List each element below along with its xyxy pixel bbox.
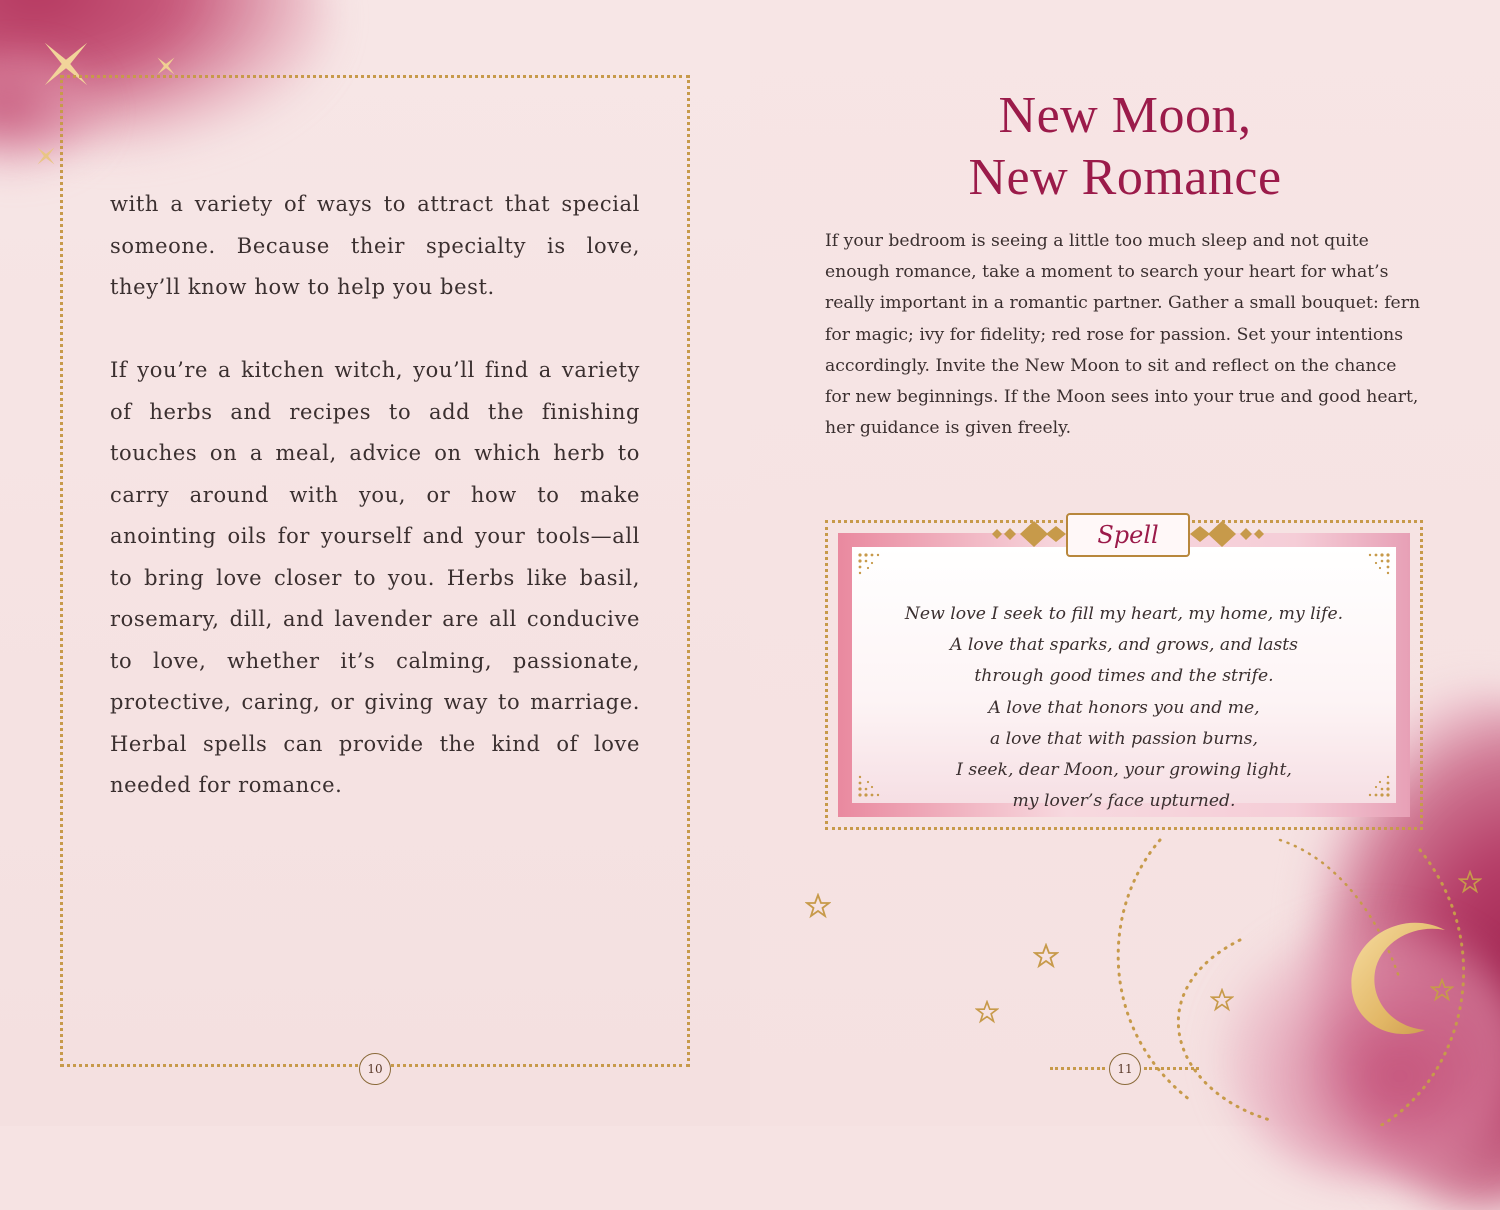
- paragraph: with a variety of ways to attract that special someone. Because their specialty is love, they’ll know how to help you best.: [110, 192, 640, 299]
- spell-label: Spell: [1097, 521, 1159, 549]
- title-line: New Romance: [968, 149, 1282, 206]
- spell-card-border: [838, 533, 1410, 817]
- corner-dots-ornament: [856, 551, 896, 591]
- sparkle-star-icon: [32, 142, 60, 170]
- page-number-rule: [1144, 1067, 1199, 1070]
- intro-paragraph: If your bedroom is seeing a little too much sleep and not quite enough romance, take a moment to search your heart for what’s really important in a romantic partner. Gather a small bouquet: fern for magic; ivy for fidelity; red rose for passion. Set your intentions accordingly. Invite the New Moon to sit and reflect on the chance for new beginnings. If the Moon sees into your true and good heart, her guidance is given freely.: [825, 231, 1421, 439]
- diamond-ornament-icon: [990, 517, 1066, 551]
- corner-dots-ornament: [1352, 759, 1392, 799]
- spell-verse: [892, 599, 1356, 817]
- title-line: New Moon,: [998, 87, 1252, 144]
- verse-line: through good times and the strife.: [974, 666, 1274, 687]
- spell-label-tab: [1066, 513, 1190, 557]
- verse-line: a love that with passion burns,: [989, 728, 1259, 749]
- left-page: [0, 0, 750, 1126]
- page-number: 10: [359, 1053, 391, 1085]
- verse-line: I seek, dear Moon, your growing light,: [956, 760, 1292, 781]
- diamond-ornament-icon: [1190, 517, 1266, 551]
- paragraph: If you’re a kitchen witch, you’ll find a variety of herbs and recipes to add the finishing touches on a meal, advice on which herb to carry around with you, or how to make anointing oils for yourself and your tools—all to bring love closer to you. Herbs like basil, rosemary, dill, and lavender are all conducive to love, whether it’s calming, passionate, protective, caring, or giving way to marriage. Herbal spells can provide the kind of love needed for romance.: [110, 358, 640, 797]
- spell-card: [825, 520, 1423, 830]
- small-star-icon: [1458, 870, 1482, 894]
- page-number: 11: [1109, 1053, 1141, 1085]
- small-star-icon: [805, 893, 831, 919]
- verse-line: New love I seek to fill my heart, my home, my life.: [904, 604, 1344, 624]
- body-text: [110, 184, 640, 848]
- verse-line: my lover’s face upturned.: [1012, 791, 1236, 812]
- page-title: [880, 85, 1370, 209]
- corner-dots-ornament: [856, 759, 896, 799]
- corner-dots-ornament: [1352, 551, 1392, 591]
- small-star-icon: [1033, 943, 1059, 969]
- spell-card-paper: [852, 547, 1396, 812]
- right-page: [750, 0, 1500, 1126]
- small-star-icon: [975, 1000, 999, 1024]
- small-star-icon: [1430, 978, 1454, 1002]
- verse-line: A love that honors you and me,: [988, 697, 1260, 718]
- small-star-icon: [1210, 988, 1234, 1012]
- crescent-moon-icon: [1340, 912, 1460, 1042]
- verse-line: A love that sparks, and grows, and lasts: [950, 635, 1298, 656]
- page-number-rule: [1050, 1067, 1105, 1070]
